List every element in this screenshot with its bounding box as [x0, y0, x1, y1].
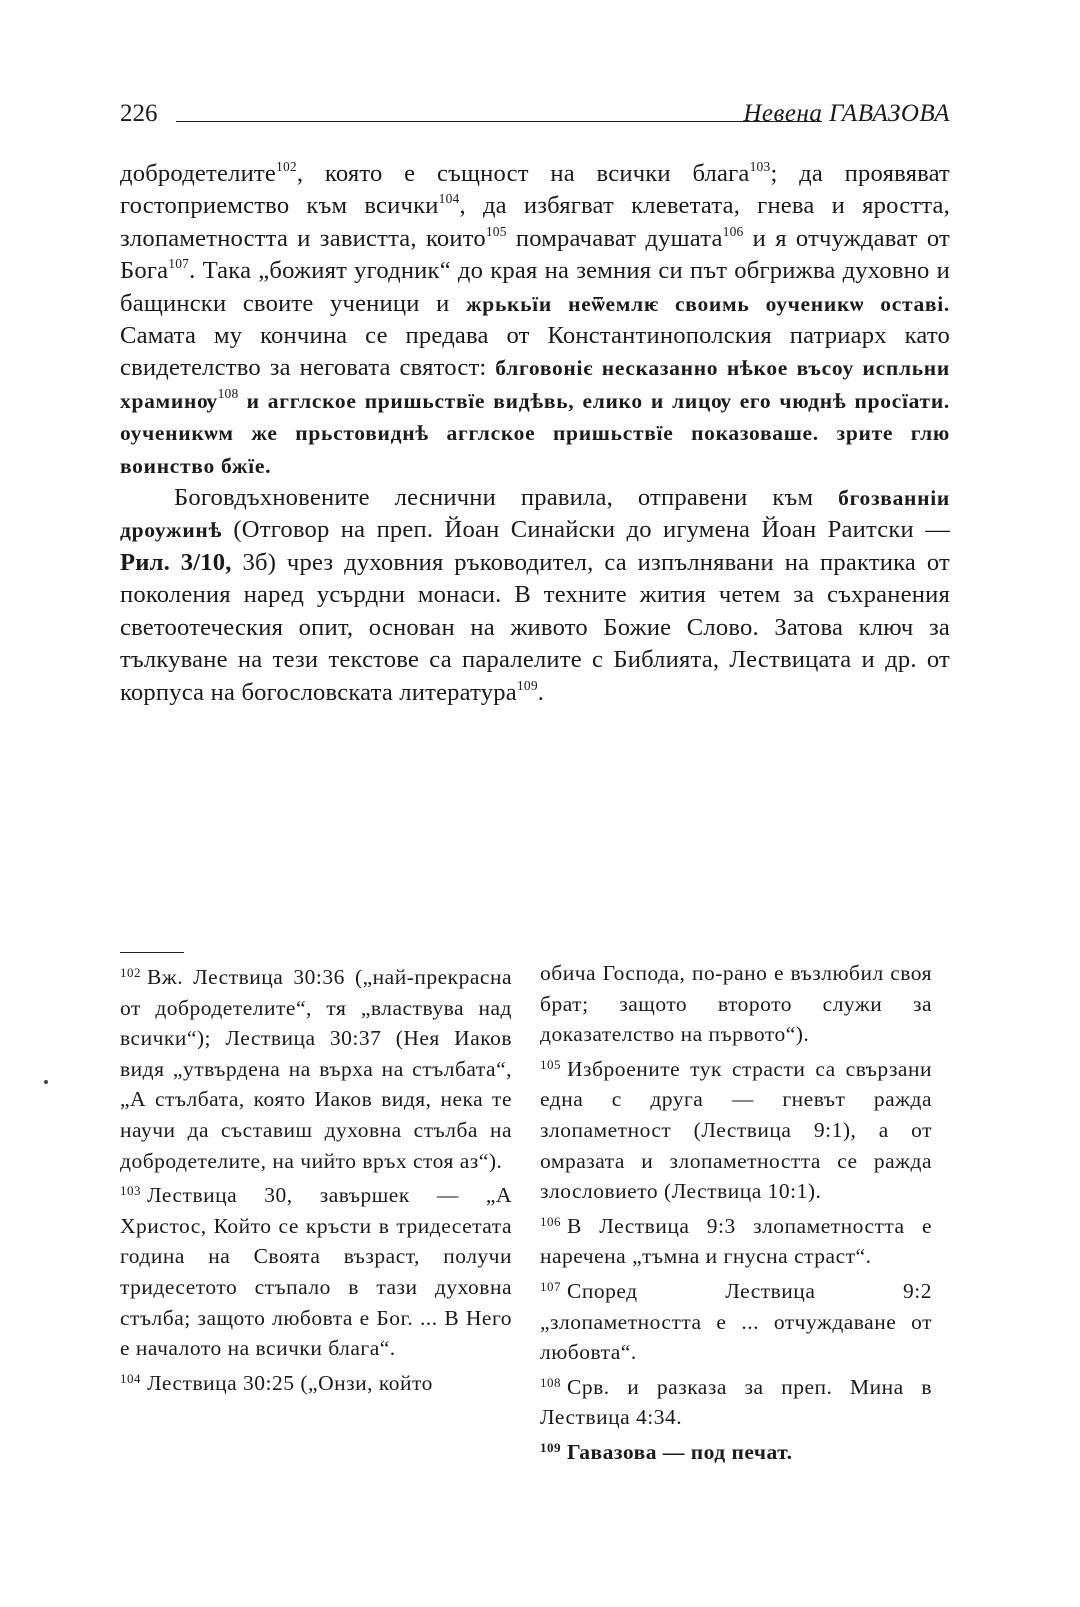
footnote-number: 105: [540, 1056, 561, 1072]
church-slavonic-quote: блговоніє несказанно нѣкое въсоу испльни храминѹ: [120, 356, 950, 413]
text-run: Самата му кончина се предава от Константинополския патриарх като свидетелство за неговата святост:: [120, 322, 950, 382]
text-run: . Така „божият угодник“ до края на земния си път обгрижва духовно и бащински своите ученици и: [120, 257, 950, 317]
text-run: .: [537, 678, 545, 706]
footnote-text: Срв. и разказа за преп. Мина в Лествица 4:34.: [540, 1374, 932, 1430]
running-header: [120, 100, 950, 140]
footnote-text: обича Господа, по-рано е възлюбил своя брат; защото второто служи за доказателство на първото“).: [540, 961, 932, 1047]
footnote-105: [540, 1050, 932, 1207]
footnote-102: [120, 958, 512, 1176]
footnote-ref: 105: [485, 223, 507, 239]
footnote-text: Вж. Лествица 30:36 („най-прекрасна от добродетелите“, тя „властвува над всички“); Лествица 30:37 (Нея Иаков видя „утвърдена на върха на стълбата“, „А стълбата, която Иаков видя, нека те научи да съставиш духовна стълба на добродетелите, на чийто връх стоя аз“).: [120, 965, 512, 1173]
footnote-number: 106: [540, 1213, 561, 1229]
footnote-108: [540, 1368, 932, 1433]
footnote-ref: 108: [217, 385, 239, 401]
header-rule: [176, 121, 822, 122]
main-text: [120, 158, 950, 709]
footnote-rule: [120, 952, 184, 953]
footnote-107: [540, 1272, 932, 1368]
footnote-text: Лествица 30:25 („Онзи, който: [147, 1370, 433, 1395]
footnote-ref: 102: [276, 158, 297, 174]
text-run: 3б) чрез духовния ръководител, са изпълнявани на практика от поколения наред усърдни монаси. В техните жития четем за съхранения светоотеческия опит, основан на живото Божие Слово. Затова ключ за тълкуване на тези текстове са паралелите с Библията, Лествицата и др. от корпуса на богословската литература: [120, 548, 950, 706]
page-number: 226: [120, 100, 158, 127]
church-slavonic-quote: бгозванніи дроужинѣ: [120, 486, 950, 543]
footnote-text: Според Лествица 9:2 „злопаметността е ... отчуждаване от любовта“.: [540, 1278, 932, 1365]
footnote-number: 109: [540, 1439, 561, 1455]
footnote-number: 107: [540, 1278, 561, 1294]
paragraph-2: [120, 482, 950, 709]
footnote-104: [120, 1364, 512, 1399]
church-slavonic-quote: и агглское пришьствїе видѣвь, елико и лицѹ его чюднѣ просїати. оученикѡм же прьстовиднѣ агглское пришьствїе показоваше. зрите глю воинство бжїе.: [120, 388, 950, 478]
footnote-109: [540, 1433, 932, 1468]
text-run: помрачават душата: [506, 224, 723, 252]
text-run: , която е същност на всички блага: [296, 160, 750, 187]
footnote-ref: 107: [168, 256, 190, 272]
footnote-104-continued: [540, 958, 932, 1050]
text-run: ; да проявяват гостоприемство към всички: [120, 160, 950, 220]
footnote-ref: 109: [516, 677, 538, 693]
text-run: (Отговор на преп. Йоан Синайски до игумена Йоан Раитски —: [222, 516, 950, 544]
footnote-text: В Лествица 9:3 злопаметността е наречена „тъмна и гнусна страст“.: [540, 1213, 932, 1269]
text-run: Боговдъхновените леснични правила, отправени към: [174, 484, 839, 512]
footnote-number: 102: [120, 965, 141, 980]
text-run: , да избягват клеветата, гнева и яростта, злопаметността и завистта, които: [120, 192, 950, 252]
footnote-column-left: [120, 958, 512, 1398]
footnote-text: Гавазова — под печат.: [567, 1439, 793, 1464]
text-run: и я отчуждават от Бога: [120, 224, 950, 285]
paragraph-1: [120, 158, 950, 482]
footnote-ref: 103: [749, 158, 771, 174]
footnote-text: Изброените тук страсти са свързани една с друга — гневът ражда злопаметност (Лествица 9:1), а от омразата и злопаметността се ражда злословието (Лествица 10:1).: [540, 1056, 932, 1204]
running-head-author: Невена ГАВАЗОВА: [743, 100, 950, 127]
manuscript-reference: Рил. 3/10,: [120, 548, 232, 576]
footnote-number: 104: [120, 1370, 141, 1386]
scan-speck: [44, 1080, 48, 1084]
footnote-number: 108: [540, 1374, 561, 1390]
footnote-106: [540, 1207, 932, 1272]
footnote-ref: 104: [438, 191, 460, 207]
text-run: добродетелите: [120, 160, 276, 187]
footnote-number: 103: [120, 1183, 141, 1199]
footnote-column-right: [540, 958, 932, 1468]
footnote-103: [120, 1176, 512, 1364]
church-slavonic-quote: жрькьїи неѿемлѥ своимь оученикѡ оставі.: [466, 291, 950, 316]
footnote-ref: 106: [722, 223, 744, 239]
footnote-text: Лествица 30, завършек — „А Христос, Който се кръсти в тридесетата година на Своята възраст, получи тридесетото стъпало в тази духовна стълба; защото любовта е Бог. ... В Него е началото на всички блага“.: [120, 1183, 512, 1361]
